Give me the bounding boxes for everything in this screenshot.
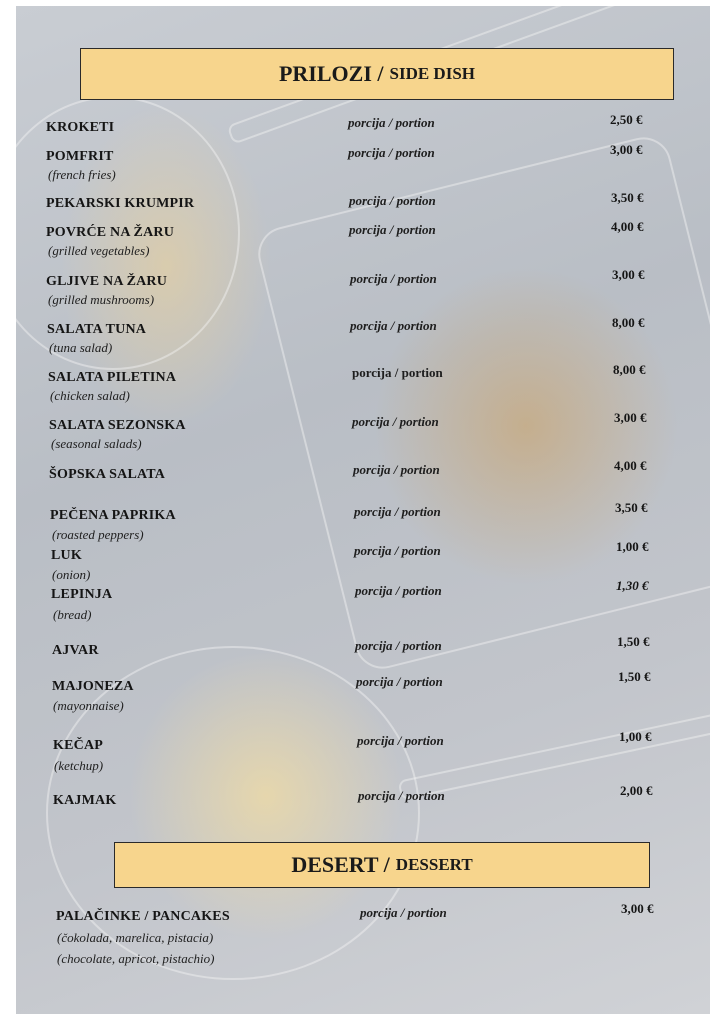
side-dish-subtitle: SIDE DISH — [389, 64, 476, 83]
menu-item-name: SALATA TUNA — [47, 322, 147, 337]
menu-item-name: LUK — [51, 548, 82, 563]
menu-item-translation: (chocolate, apricot, pistachio) — [57, 951, 215, 966]
menu-item-translation: (chicken salad) — [50, 388, 130, 403]
menu-item-ingredients: (čokolada, marelica, pistacia) — [57, 930, 214, 945]
menu-item-price: 1,50 € — [617, 634, 650, 649]
menu-item-price: 2,50 € — [610, 112, 643, 127]
menu-item-name: GLJIVE NA ŽARU — [46, 274, 168, 289]
menu-item-name: SALATA PILETINA — [48, 370, 177, 385]
menu-item-translation: (grilled mushrooms) — [48, 292, 155, 307]
menu-item-translation: (tuna salad) — [49, 340, 113, 355]
menu-item-price: 3,00 € — [612, 267, 645, 282]
menu-item-price: 1,00 € — [616, 539, 649, 554]
dessert-title: DESERT / — [291, 852, 390, 877]
menu-item-portion: porcija / portion — [357, 733, 444, 748]
menu-item-name: POVRĆE NA ŽARU — [46, 225, 175, 240]
menu-item-name: AJVAR — [52, 643, 99, 658]
menu-item-name: SALATA SEZONSKA — [49, 418, 186, 433]
menu-item-name: LEPINJA — [51, 587, 113, 602]
menu-item-name: KROKETI — [46, 120, 115, 135]
menu-item-portion: porcija / portion — [348, 115, 435, 130]
menu-item-portion: porcija / portion — [360, 905, 447, 920]
menu-item-name: PALAČINKE / PANCAKES — [56, 909, 230, 924]
menu-item-price: 8,00 € — [612, 315, 645, 330]
menu-item-name: PEČENA PAPRIKA — [50, 508, 176, 523]
menu-item-name: KAJMAK — [53, 793, 117, 808]
menu-item-translation: (french fries) — [48, 167, 116, 182]
menu-item-price: 3,00 € — [621, 901, 654, 916]
menu-item-price: 8,00 € — [613, 362, 646, 377]
menu-item-price: 3,50 € — [615, 500, 648, 515]
menu-item-price: 1,50 € — [618, 669, 651, 684]
dessert-banner — [114, 842, 650, 888]
side-dish-title: PRILOZI / — [278, 61, 384, 86]
side-dish-banner — [80, 48, 674, 100]
menu-item-portion: porcija / portion — [354, 504, 441, 519]
menu-item-portion: porcija / portion — [350, 271, 437, 286]
menu-item-portion: porcija / portion — [354, 543, 441, 558]
menu-page — [16, 6, 710, 1014]
menu-item-portion: porcija / portion — [349, 193, 436, 208]
menu-item-portion: porcija / portion — [356, 674, 443, 689]
menu-item-translation: (grilled vegetables) — [48, 243, 150, 258]
menu-item-portion: porcija / portion — [355, 583, 442, 598]
menu-item-name: KEČAP — [53, 738, 103, 753]
menu-item-portion: porcija / portion — [358, 788, 445, 803]
menu-item-price: 1,00 € — [619, 729, 652, 744]
menu-item-portion: porcija / portion — [355, 638, 442, 653]
menu-item-name: ŠOPSKA SALATA — [49, 467, 166, 482]
dessert-subtitle: DESSERT — [395, 855, 473, 874]
menu-item-name: POMFRIT — [46, 149, 114, 164]
menu-item-portion: porcija / portion — [353, 462, 440, 477]
menu-item-price: 3,00 € — [614, 410, 647, 425]
menu-item-portion: porcija / portion — [352, 365, 443, 380]
menu-item-price: 3,50 € — [611, 190, 644, 205]
menu-item-price: 4,00 € — [611, 219, 644, 234]
menu-item-name: PEKARSKI KRUMPIR — [46, 196, 195, 211]
menu-item-translation: (mayonnaise) — [53, 698, 124, 713]
menu-item-translation: (roasted peppers) — [52, 527, 144, 542]
menu-item-translation: (bread) — [53, 607, 92, 622]
menu-item-price: 2,00 € — [620, 783, 653, 798]
menu-item-translation: (ketchup) — [54, 758, 104, 773]
menu-item-translation: (seasonal salads) — [51, 436, 142, 451]
menu-item-portion: porcija / portion — [350, 318, 437, 333]
menu-item-price: 4,00 € — [614, 458, 647, 473]
menu-item-portion: porcija / portion — [349, 222, 436, 237]
menu-item-price: 3,00 € — [610, 142, 643, 157]
menu-item-portion: porcija / portion — [352, 414, 439, 429]
menu-item-name: MAJONEZA — [52, 679, 134, 694]
menu-item-translation: (onion) — [52, 567, 91, 582]
menu-item-price: 1,30 € — [616, 578, 649, 593]
menu-item-portion: porcija / portion — [348, 145, 435, 160]
